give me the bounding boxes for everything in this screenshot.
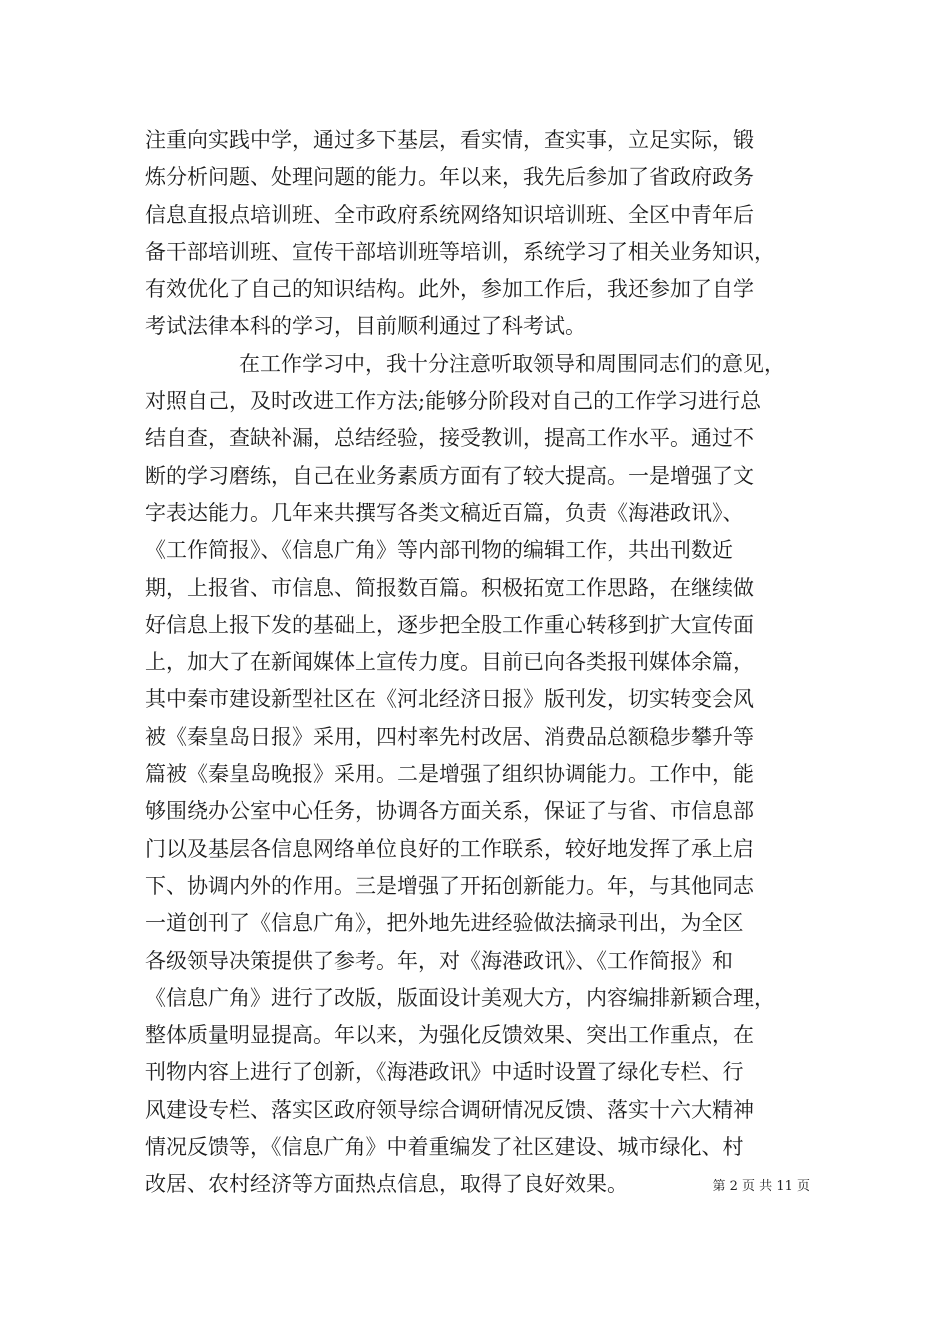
text-line: 情况反馈等，《信息广角》中着重编发了社区建设、城市绿化、村 xyxy=(145,1135,744,1160)
paragraph-start-line: 在工作学习中，我十分注意听取领导和周围同志们的意见， xyxy=(239,351,785,376)
text-line: 《信息广角》进行了改版，版面设计美观大方，内容编排新颖合理， xyxy=(145,985,775,1010)
text-line: 刊物内容上进行了创新，《海港政讯》中适时设置了绿化专栏、行 xyxy=(145,1060,744,1085)
text-line: 考试法律本科的学习，目前顺利通过了科考试。 xyxy=(145,314,586,339)
text-line: 结自查，查缺补漏，总结经验，接受教训，提高工作水平。通过不 xyxy=(145,426,754,451)
text-line: 注重向实践中学，通过多下基层，看实情，查实事，立足实际，锻 xyxy=(145,128,754,152)
text-line: 改居、农村经济等方面热点信息，取得了良好效果。 xyxy=(145,1172,628,1197)
text-line: 各级领导决策提供了参考。年，对《海港政讯》、《工作简报》和 xyxy=(145,948,733,973)
text-line: 《工作简报》、《信息广角》等内部刊物的编辑工作，共出刊数近 xyxy=(145,538,733,563)
text-line: 信息直报点培训班、全市政府系统网络知识培训班、全区中青年后 xyxy=(145,202,754,227)
text-line: 有效优化了自己的知识结构。此外，参加工作后，我还参加了自学 xyxy=(145,277,754,302)
text-line: 字表达能力。几年来共撰写各类文稿近百篇，负责《海港政讯》、 xyxy=(145,500,744,525)
text-line: 一道创刊了《信息广角》，把外地先进经验做法摘录刊出，为全区 xyxy=(145,911,744,936)
text-line: 篇被《秦皇岛晚报》采用。二是增强了组织协调能力。工作中，能 xyxy=(145,762,754,787)
text-line: 够围绕办公室中心任务，协调各方面关系，保证了与省、市信息部 xyxy=(145,799,754,824)
text-line: 下、协调内外的作用。三是增强了开拓创新能力。年，与其他同志 xyxy=(145,873,754,898)
text-line: 断的学习磨练，自己在业务素质方面有了较大提高。一是增强了文 xyxy=(145,463,754,488)
text-line: 其中秦市建设新型社区在《河北经济日报》版刊发，切实转变会风 xyxy=(145,687,754,712)
text-line: 备干部培训班、宣传干部培训班等培训，系统学习了相关业务知识， xyxy=(145,239,775,264)
text-line: 门以及基层各信息网络单位良好的工作联系，较好地发挥了承上启 xyxy=(145,836,754,861)
text-line: 上，加大了在新闻媒体上宣传力度。目前已向各类报刊媒体余篇， xyxy=(145,650,754,675)
text-line: 炼分析问题、处理问题的能力。年以来，我先后参加了省政府政务 xyxy=(145,165,754,190)
text-line: 整体质量明显提高。年以来，为强化反馈效果、突出工作重点，在 xyxy=(145,1023,754,1048)
text-line: 好信息上报下发的基础上，逐步把全股工作重心转移到扩大宣传面 xyxy=(145,612,754,637)
text-line: 对照自己，及时改进工作方法;能够分阶段对自己的工作学习进行总 xyxy=(145,389,762,414)
text-line: 风建设专栏、落实区政府领导综合调研情况反馈、落实十六大精神 xyxy=(145,1097,754,1122)
body-text xyxy=(145,122,810,1204)
text-line: 被《秦皇岛日报》采用，四村率先村改居、消费品总额稳步攀升等 xyxy=(145,724,754,749)
text-line: 期，上报省、市信息、简报数百篇。积极拓宽工作思路，在继续做 xyxy=(145,575,754,600)
page-number-footer: 第 2 页 共 11 页 xyxy=(712,1179,810,1194)
